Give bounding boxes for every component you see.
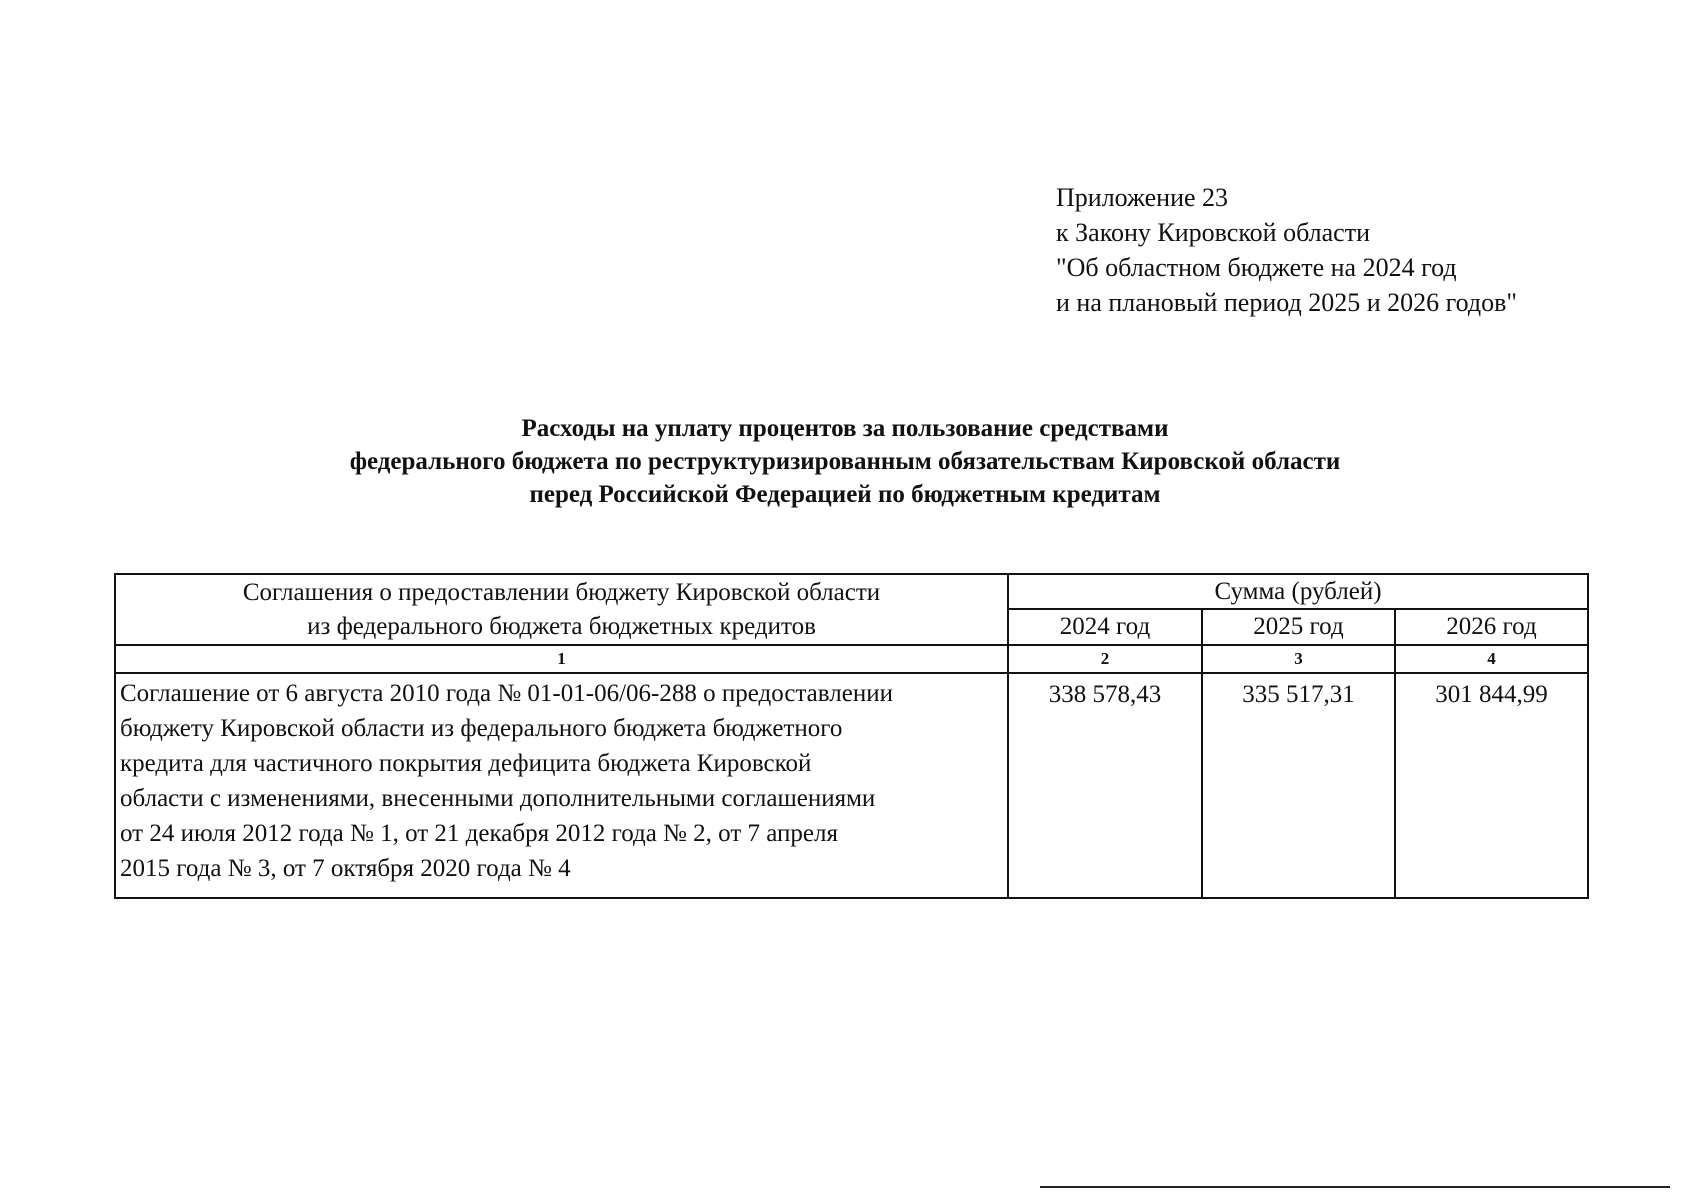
appendix-line: и на плановый период 2025 и 2026 годов" (1056, 288, 1518, 317)
amount-2026: 301 844,99 (1395, 673, 1588, 898)
appendix-line: к Закону Кировской области (1056, 218, 1370, 247)
agreement-line: 2015 года № 3, от 7 октября 2020 года № 4 (120, 855, 571, 882)
amount-2024: 338 578,43 (1008, 673, 1202, 898)
header-sum: Сумма (рублей) (1008, 574, 1588, 609)
document-title (100, 412, 1590, 511)
expenses-table (114, 573, 1589, 899)
column-number: 1 (115, 645, 1008, 673)
agreement-line: бюджету Кировской области из федерального бюджета бюджетного (120, 715, 843, 742)
header-description-line: Соглашения о предоставлении бюджету Кировской области (242, 578, 881, 606)
title-line: федерального бюджета по реструктуризированным обязательствам Кировской области (349, 448, 1341, 475)
header-description-line: из федерального бюджета бюджетных кредитов (307, 612, 816, 640)
agreement-line: кредита для частичного покрытия дефицита бюджета Кировской (120, 750, 812, 777)
header-year-2026: 2026 год (1395, 609, 1588, 645)
agreement-line: Соглашение от 6 августа 2010 года № 01-01-06/06-288 о предоставлении (120, 680, 893, 707)
amount-2025: 335 517,31 (1202, 673, 1395, 898)
header-year-2025: 2025 год (1202, 609, 1395, 645)
table-header-row (115, 574, 1588, 609)
appendix-line: Приложение 23 (1056, 183, 1229, 212)
appendix-reference (1056, 180, 1517, 320)
title-line: Расходы на уплату процентов за пользование средствами (521, 415, 1169, 442)
agreement-description (115, 673, 1008, 898)
footer-divider (1040, 1186, 1670, 1188)
appendix-line: "Об областном бюджете на 2024 год (1056, 253, 1457, 282)
table-row (115, 673, 1588, 898)
agreement-line: от 24 июля 2012 года № 1, от 21 декабря 2012 года № 2, от 7 апреля (120, 820, 838, 847)
header-year-2024: 2024 год (1008, 609, 1202, 645)
title-line: перед Российской Федерацией по бюджетным кредитам (529, 481, 1161, 508)
column-numbers-row (115, 645, 1588, 673)
header-description (115, 574, 1008, 645)
column-number: 2 (1008, 645, 1202, 673)
column-number: 4 (1395, 645, 1588, 673)
agreement-line: области с изменениями, внесенными дополнительными соглашениями (120, 785, 876, 812)
column-number: 3 (1202, 645, 1395, 673)
